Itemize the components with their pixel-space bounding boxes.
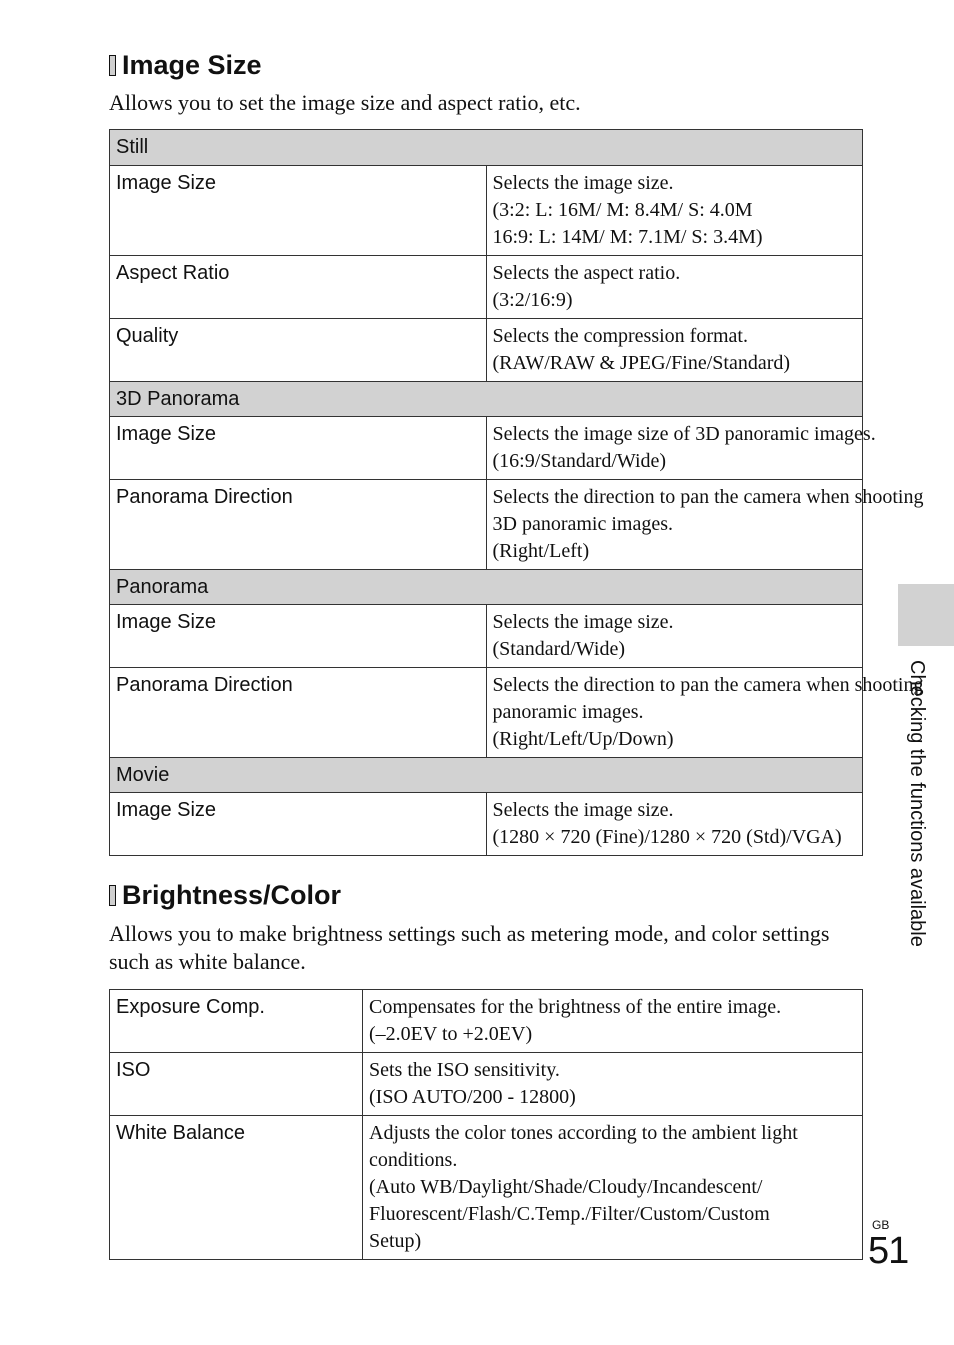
row-label: Quality: [110, 319, 487, 382]
table-group-row: [110, 130, 863, 166]
description-line: Adjusts the color tones according to the ambient light: [369, 1122, 798, 1144]
table-row: [110, 793, 863, 856]
table-group-row: [110, 382, 863, 417]
row-description: [486, 668, 924, 758]
heading-marker-icon: [109, 885, 116, 906]
group-name: Still: [110, 130, 863, 166]
description-line: Selects the image size.: [492, 611, 674, 633]
row-label: Exposure Comp.: [110, 990, 363, 1053]
section-heading-brightness-color: [109, 880, 341, 911]
row-description: [486, 480, 924, 570]
section-heading-image-size: [109, 50, 262, 81]
row-label: ISO: [110, 1053, 363, 1116]
row-description: [486, 256, 863, 319]
description-line: Selects the compression format.: [492, 325, 748, 347]
table-row: [110, 166, 863, 256]
description-line: Selects the image size.: [492, 172, 674, 194]
description-line: 3D panoramic images.: [492, 513, 673, 535]
table-row: [110, 1116, 863, 1260]
description-line: (3:2/16:9): [492, 289, 573, 311]
description-line: Selects the image size.: [492, 799, 674, 821]
description-line: Selects the aspect ratio.: [492, 262, 681, 284]
row-description: [486, 417, 876, 480]
table-row: [110, 1053, 863, 1116]
table-row: [110, 605, 863, 668]
group-name: Panorama: [110, 570, 863, 605]
table-row: [110, 480, 863, 570]
description-line: panoramic images.: [492, 701, 644, 723]
description-line: (16:9/Standard/Wide): [492, 450, 667, 472]
description-line: (–2.0EV to +2.0EV): [369, 1023, 533, 1045]
description-line: Selects the image size of 3D panoramic images.: [492, 423, 876, 445]
side-tab-marker: [898, 584, 954, 646]
row-description: [363, 1053, 863, 1116]
region-code: GB: [872, 1218, 890, 1232]
row-description: [486, 793, 863, 856]
description-line: conditions.: [369, 1149, 458, 1171]
heading-marker-icon: [109, 55, 116, 76]
table-row: [110, 256, 863, 319]
row-label: Aspect Ratio: [110, 256, 487, 319]
row-label: Image Size: [110, 166, 487, 256]
table-row: [110, 668, 863, 758]
description-line: (RAW/RAW & JPEG/Fine/Standard): [492, 352, 791, 374]
row-label: Image Size: [110, 417, 487, 480]
description-line: Selects the direction to pan the camera when shooting: [492, 674, 924, 696]
row-description: [363, 990, 863, 1053]
section-intro: Allows you to set the image size and aspect ratio, etc.: [109, 90, 581, 115]
description-line: Fluorescent/Flash/C.Temp./Filter/Custom/Custom: [369, 1203, 770, 1225]
row-label: Image Size: [110, 605, 487, 668]
table-row: [110, 319, 863, 382]
description-line: (Standard/Wide): [492, 638, 625, 660]
table-group-row: [110, 758, 863, 793]
table-row: [110, 990, 863, 1053]
row-label: Image Size: [110, 793, 487, 856]
row-label: Panorama Direction: [110, 668, 487, 758]
description-line: Setup): [369, 1230, 422, 1252]
description-line: (ISO AUTO/200 - 12800): [369, 1086, 576, 1108]
group-name: Movie: [110, 758, 863, 793]
table-group-row: [110, 570, 863, 605]
description-line: (Auto WB/Daylight/Shade/Cloudy/Incandescent/: [369, 1176, 763, 1198]
page-number: 51: [868, 1230, 909, 1272]
row-description: [486, 605, 863, 668]
description-line: (3:2: L: 16M/ M: 8.4M/ S: 4.0M: [492, 199, 753, 221]
side-tab-label: Checking the functions available: [906, 660, 928, 947]
row-description: [486, 319, 863, 382]
section-title: Brightness/Color: [122, 880, 342, 910]
description-line: (Right/Left/Up/Down): [492, 728, 674, 750]
section-title: Image Size: [122, 50, 262, 80]
group-name: 3D Panorama: [110, 382, 863, 417]
section-intro: Allows you to make brightness settings such as metering mode, and color settings such as white balance.: [109, 921, 830, 974]
description-line: 16:9: L: 14M/ M: 7.1M/ S: 3.4M): [492, 226, 763, 248]
table-row: [110, 417, 863, 480]
brightness-color-table: [109, 989, 863, 1260]
description-line: Sets the ISO sensitivity.: [369, 1059, 560, 1081]
description-line: (Right/Left): [492, 540, 590, 562]
row-label: White Balance: [110, 1116, 363, 1260]
row-description: [363, 1116, 863, 1260]
description-line: Compensates for the brightness of the entire image.: [369, 996, 782, 1018]
description-line: (1280 × 720 (Fine)/1280 × 720 (Std)/VGA): [492, 826, 842, 848]
row-description: [486, 166, 863, 256]
row-label: Panorama Direction: [110, 480, 487, 570]
description-line: Selects the direction to pan the camera when shooting: [492, 486, 924, 508]
